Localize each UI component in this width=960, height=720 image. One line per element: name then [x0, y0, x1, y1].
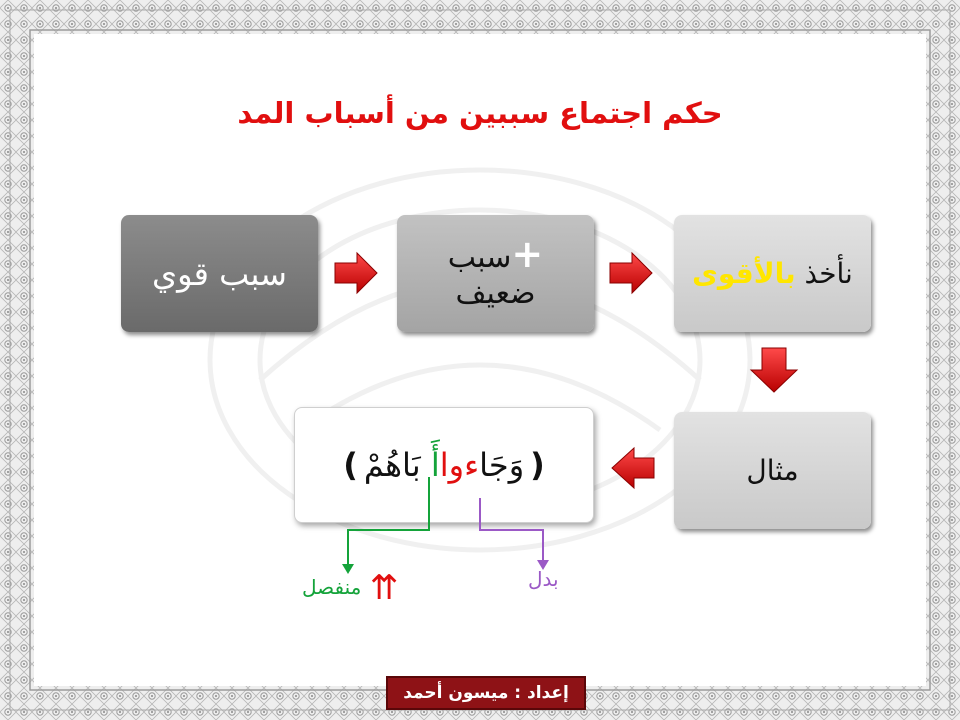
- plus-sign: +: [511, 231, 544, 276]
- munfasil-connector: [348, 477, 429, 570]
- badal-connector: [480, 498, 543, 566]
- example-part2: ءوا: [439, 446, 480, 484]
- close-paren: ): [343, 446, 358, 484]
- strong-cause-label: سبب قوي: [152, 254, 287, 293]
- open-paren: (: [530, 446, 545, 484]
- example-part1: وَجَا: [479, 446, 525, 484]
- arrow-down: [751, 348, 797, 392]
- weak-cause-line2: ضعيف: [455, 275, 536, 311]
- take-highlight: بالأقوى: [692, 257, 796, 290]
- arrow-right-1: [335, 253, 377, 293]
- munfasil-marks: ⇈: [370, 568, 399, 608]
- example-part3: أَ: [430, 446, 440, 484]
- arrow-right-2: [610, 253, 652, 293]
- credit-text: إعداد : ميسون أحمد: [403, 683, 569, 703]
- weak-cause-line1: سبب: [447, 239, 512, 275]
- example-label: مثال: [746, 454, 799, 487]
- arrow-left: [612, 448, 654, 488]
- example-part4: بَاهُمْ: [363, 446, 431, 484]
- munfasil-label: منفصل: [302, 575, 362, 599]
- page-title: حكم اجتماع سببين من أسباب المد: [237, 96, 723, 130]
- take-prefix: نأخذ: [795, 257, 853, 290]
- credit-banner: [386, 676, 586, 710]
- badal-label: بدل: [528, 567, 559, 591]
